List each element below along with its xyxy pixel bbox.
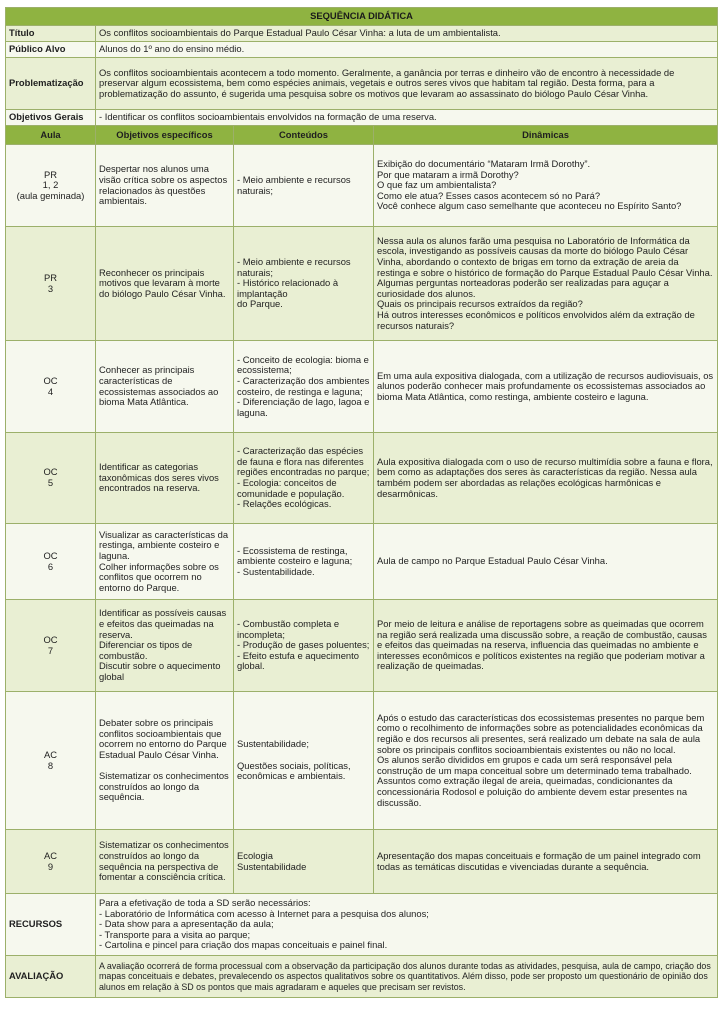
conteudos-cell: - Meio ambiente e recursos naturais; (234, 145, 374, 227)
dinamicas-cell: Aula de campo no Parque Estadual Paulo César Vinha. (374, 524, 718, 600)
objetivos-gerais-value: - Identificar os conflitos socioambientais envolvidos na formação de uma reserva. (96, 110, 718, 126)
objetivos-cell: Visualizar as características da restinga, ambiente costeiro e laguna. Colher informações sobre os conflitos que ocorrem no entorno do Parque. (96, 524, 234, 600)
aula-cell: OC 4 (6, 341, 96, 433)
objetivos-cell: Identificar as possíveis causas e efeitos das queimadas na reserva. Diferenciar os tipos de combustão. Discutir sobre o aquecimento global (96, 600, 234, 692)
sequence-table (5, 7, 718, 998)
problematizacao-value: Os conflitos socioambientais acontecem a todo momento. Geralmente, a ganância por terras e dinheiro vão de encontro à necessidade de preservar algum ecossistema, bem como espécies animais, vegetais e outros seres vivos que habitam tal região. Desta forma, para a problematização do assunto, é sugerida uma pesquisa sobre os motivos que levaram ao assassinato do biólogo Paulo César Vinha. (96, 58, 718, 110)
objetivos-cell: Debater sobre os principais conflitos socioambientais que ocorrem no entorno do Parque Estadual Paulo César Vinha. Sistematizar os conhecimentos construídos ao longo da sequência. (96, 692, 234, 830)
avaliacao-value: A avaliação ocorrerá de forma processual com a observação da participação dos alunos durante todas as atividades, pesquisa, aula de campo, criação dos mapas conceituais e debates, prevalecendo os aspectos qualitativos sobre os quantitativos. Além disso, pode ser proposto um questionário de opinião dos alunos em relação à SD os pontos que mais agradaram e aqueles que precisam ser revistos. (96, 956, 718, 998)
objetivos-cell: Sistematizar os conhecimentos construídos ao longo da sequência na perspectiva de fomentar a consciência crítica. (96, 830, 234, 894)
column-header-aula: Aula (6, 126, 96, 145)
table-row (6, 227, 718, 341)
table-row (6, 524, 718, 600)
dinamicas-cell: Exibição do documentário “Mataram Irmã Dorothy”. Por que mataram a irmã Dorothy? O que faz um ambientalista? Como ele atua? Esses casos acontecem só no Pará? Você conhece algum caso semelhante que aconteceu no Espírito Santo? (374, 145, 718, 227)
recursos-value: Para a efetivação de toda a SD serão necessários: - Laboratório de Informática com acesso à Internet para a pesquisa dos alunos; - Data show para a apresentação da aula; - Transporte para a visita ao parque; - Cartolina e pincel para criação dos mapas conceituais e painel final. (96, 894, 718, 956)
conteudos-cell: - Conceito de ecologia: bioma e ecossistema; - Caracterização dos ambientes costeiro, de restinga e laguna; - Diferenciação de lago, lagoa e laguna. (234, 341, 374, 433)
titulo-value: Os conflitos socioambientais do Parque Estadual Paulo César Vinha: a luta de um ambientalista. (96, 26, 718, 42)
dinamicas-cell: Em uma aula expositiva dialogada, com a utilização de recursos audiovisuais, os alunos poderão conhecer mais profundamente os ecossistemas associados ao bioma Mata Atlântica, como restinga, ambiente costeiro e laguna. (374, 341, 718, 433)
table-row (6, 145, 718, 227)
conteudos-cell: - Caracterização das espécies de fauna e flora nas diferentes regiões encontradas no parque; - Ecologia: conceitos de comunidade e população. - Relações ecológicas. (234, 433, 374, 524)
aula-cell: OC 5 (6, 433, 96, 524)
dinamicas-cell: Apresentação dos mapas conceituais e formação de um painel integrado com todas as temáticas discutidas e vivenciadas durante a sequência. (374, 830, 718, 894)
column-header-objetivos: Objetivos específicos (96, 126, 234, 145)
aula-cell: PR 3 (6, 227, 96, 341)
problematizacao-label: Problematização (6, 58, 96, 110)
conteudos-cell: - Meio ambiente e recursos naturais; - Histórico relacionado à implantação do Parque. (234, 227, 374, 341)
table-row (6, 341, 718, 433)
aula-cell: AC 8 (6, 692, 96, 830)
didactic-sequence-document (5, 7, 717, 998)
objetivos-gerais-label: Objetivos Gerais (6, 110, 96, 126)
dinamicas-cell: Nessa aula os alunos farão uma pesquisa no Laboratório de Informática da escola, investigando as possíveis causas da morte do biólogo Paulo César Vinha, abordando o contexto de brigas em torno da extração de areia da restinga e sobre o histórico de formação do Parque Estadual Paulo César Vinha. Algumas perguntas norteadoras poderão ser realizadas para aguçar a curiosidade dos alunos. Quais os principais recursos extraídos da região? Há outros interesses econômicos e políticos envolvidos além da extração de recursos naturais? (374, 227, 718, 341)
column-header-conteudos: Conteúdos (234, 126, 374, 145)
objetivos-cell: Conhecer as principais características de ecossistemas associados ao bioma Mata Atlântica. (96, 341, 234, 433)
conteudos-cell: Sustentabilidade; Questões sociais, políticas, econômicas e ambientais. (234, 692, 374, 830)
table-row (6, 830, 718, 894)
objetivos-cell: Identificar as categorias taxonômicas dos seres vivos encontrados na reserva. (96, 433, 234, 524)
aula-cell: OC 7 (6, 600, 96, 692)
conteudos-cell: Ecologia Sustentabilidade (234, 830, 374, 894)
aula-cell: AC 9 (6, 830, 96, 894)
dinamicas-cell: Aula expositiva dialogada com o uso de recurso multimídia sobre a fauna e flora, bem como as adaptações dos seres às características da região. Nessa aula também podem ser abordadas as relações ecológicas harmônicas e desarmônicas. (374, 433, 718, 524)
table-row (6, 600, 718, 692)
table-row (6, 433, 718, 524)
publico-alvo-value: Alunos do 1º ano do ensino médio. (96, 42, 718, 58)
column-header-dinamicas: Dinâmicas (374, 126, 718, 145)
table-row (6, 692, 718, 830)
aula-cell: OC 6 (6, 524, 96, 600)
recursos-label: RECURSOS (6, 894, 96, 956)
dinamicas-cell: Após o estudo das características dos ecossistemas presentes no parque bem como o recolhimento de informações sobre as potencialidades econômicas da região e dos recursos ali presentes, será realizado um debate na sala de aula sobre os principais conflitos socioambientais existentes ou não no local. Os alunos serão divididos em grupos e cada um será responsável pela construção de um mapa conceitual sobre um determinado tema trabalhado. Assuntos como extração ilegal de areia, queimadas, condicionantes da concessionária Rodosol e poluição do ambiente devem estar presentes na discussão. (374, 692, 718, 830)
avaliacao-label: AVALIAÇÃO (6, 956, 96, 998)
document-title: SEQUÊNCIA DIDÁTICA (6, 8, 718, 26)
aula-cell: PR 1, 2 (aula geminada) (6, 145, 96, 227)
conteudos-cell: - Combustão completa e incompleta; - Produção de gases poluentes; - Efeito estufa e aquecimento global. (234, 600, 374, 692)
dinamicas-cell: Por meio de leitura e análise de reportagens sobre as queimadas que ocorrem na região será realizada uma discussão sobre, a reação de combustão, causas e efeitos das queimadas na reserva, influencia das queimadas no ambiente e interesses econômicos e políticos existentes na região que poderiam motivar a realização de queimadas. (374, 600, 718, 692)
titulo-label: Título (6, 26, 96, 42)
objetivos-cell: Despertar nos alunos uma visão crítica sobre os aspectos relacionados às questões ambientais. (96, 145, 234, 227)
objetivos-cell: Reconhecer os principais motivos que levaram à morte do biólogo Paulo César Vinha. (96, 227, 234, 341)
conteudos-cell: - Ecossistema de restinga, ambiente costeiro e laguna; - Sustentabilidade. (234, 524, 374, 600)
publico-alvo-label: Público Alvo (6, 42, 96, 58)
